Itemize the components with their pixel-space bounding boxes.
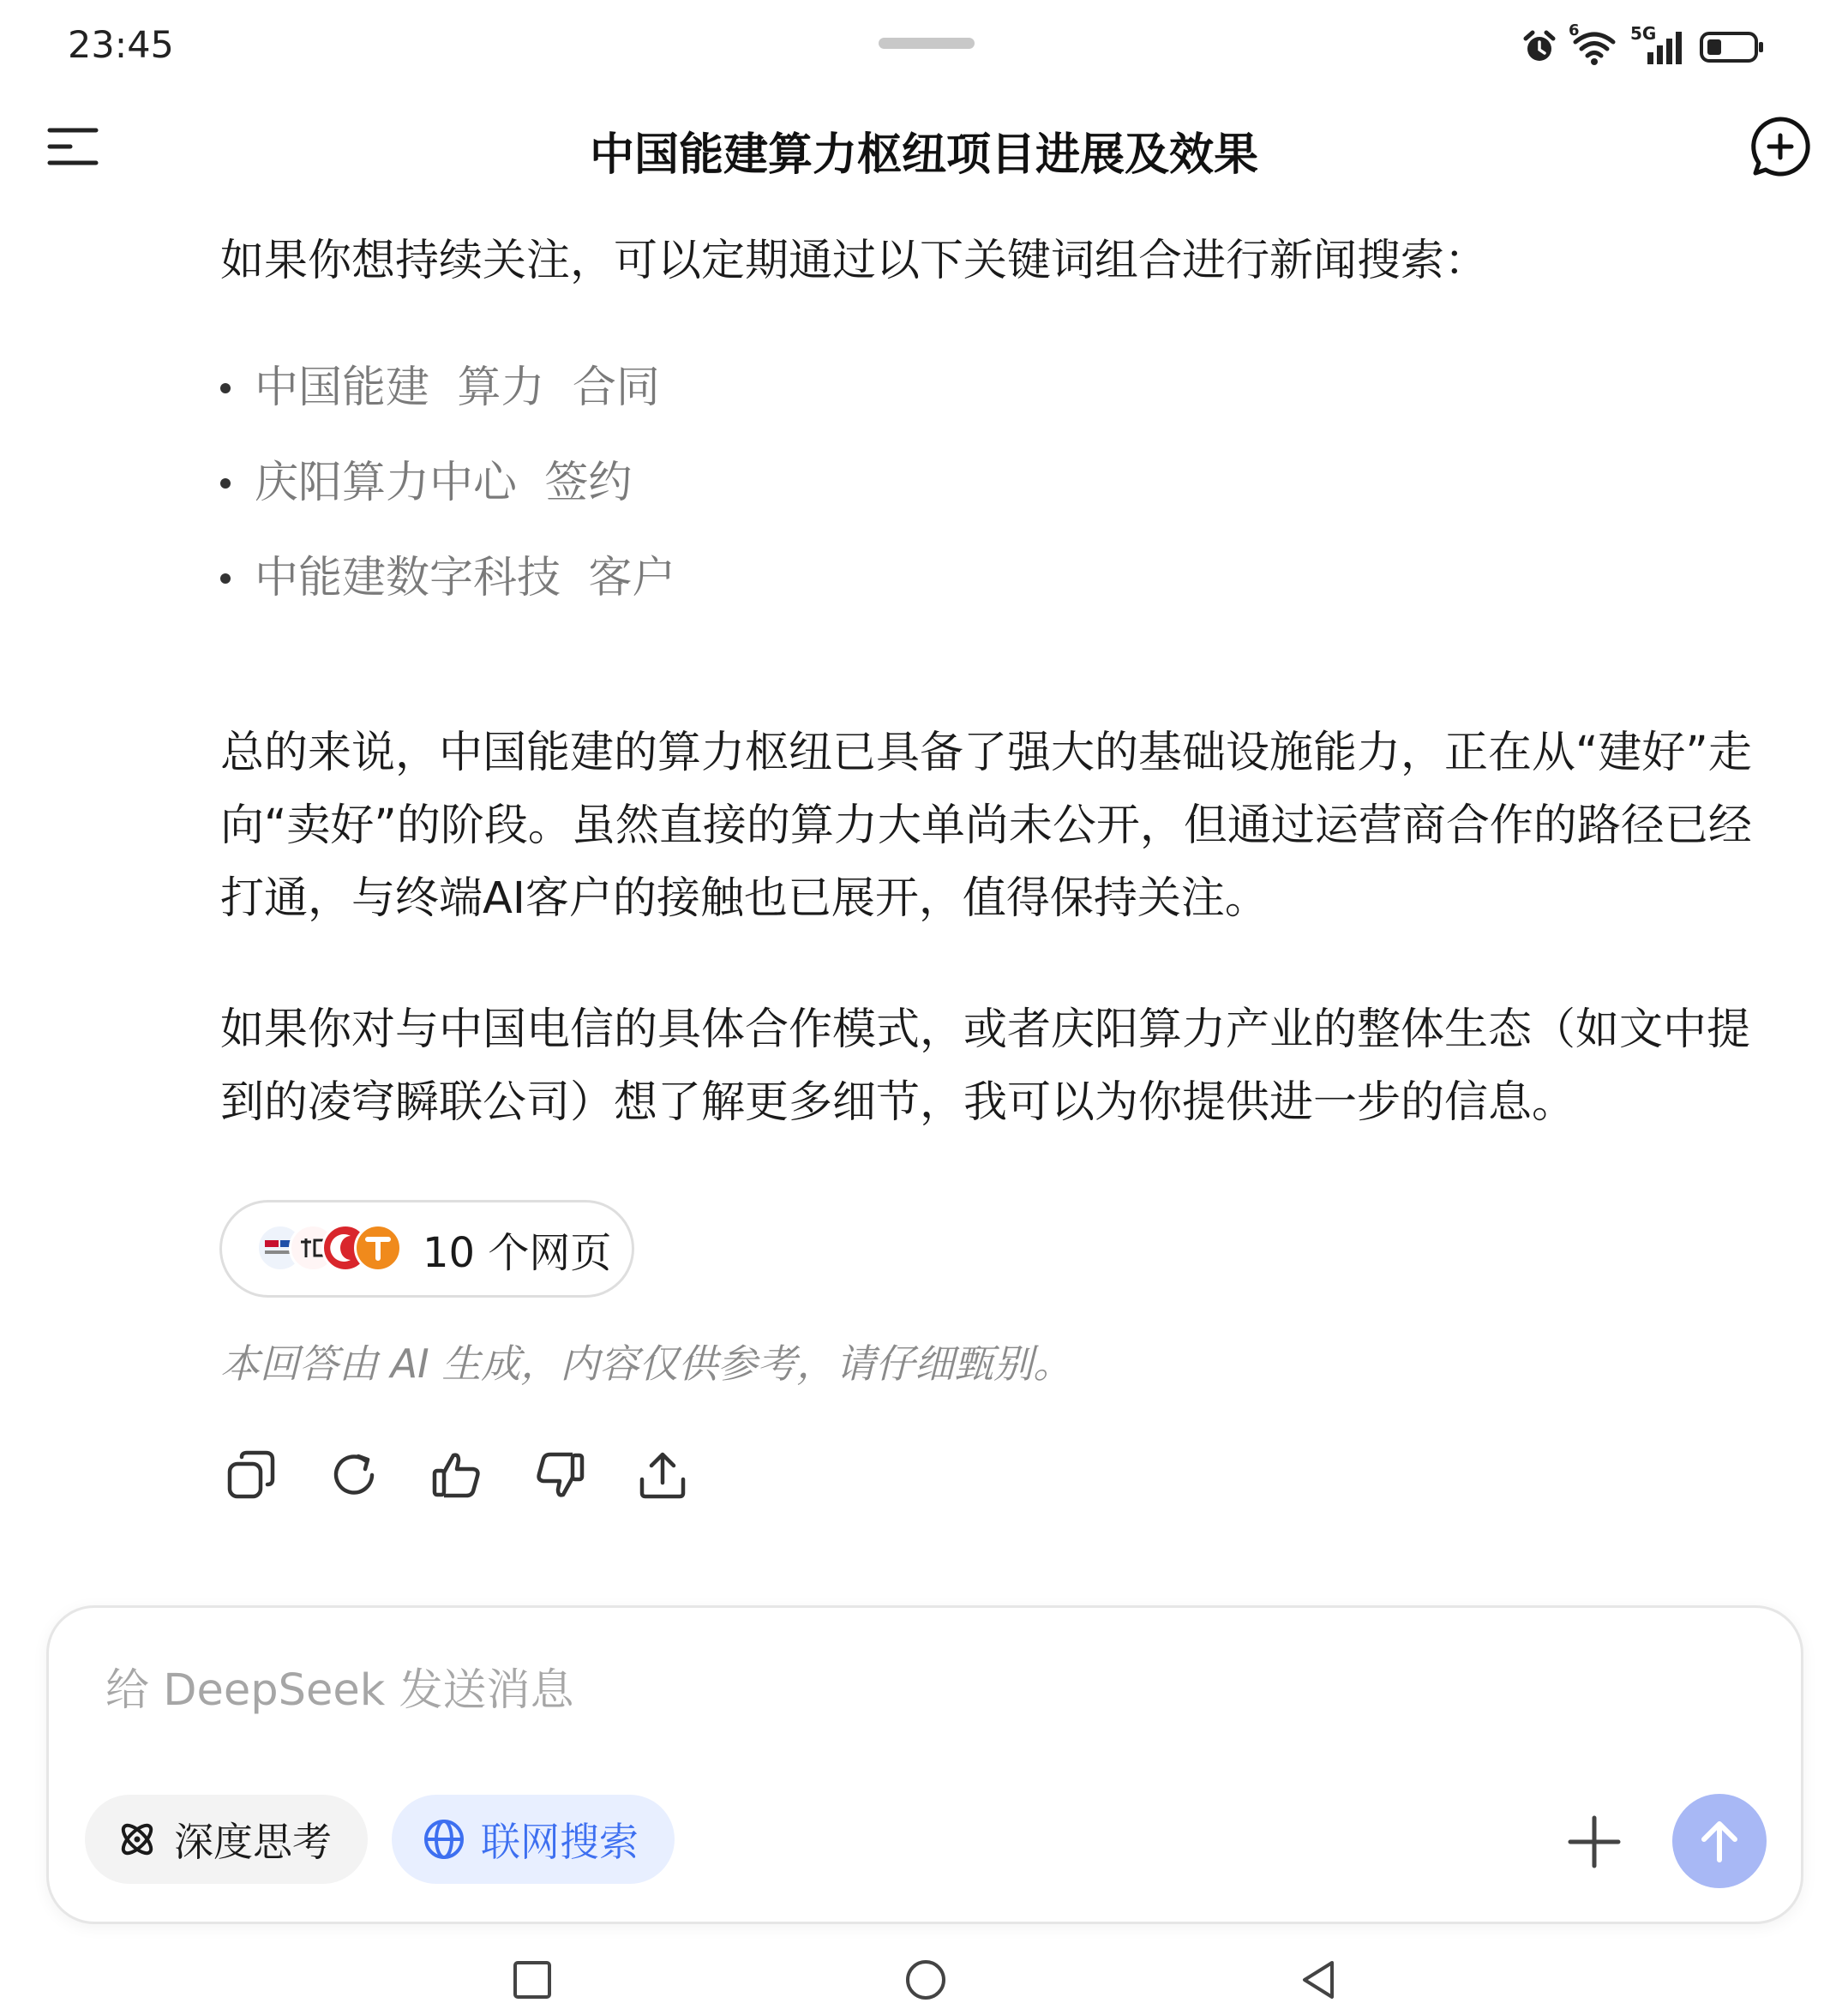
sources-label: 10 个网页 (423, 1228, 612, 1277)
list-item (220, 447, 675, 542)
status-icons (1521, 21, 1766, 69)
thumbs-down-button[interactable] (533, 1448, 586, 1502)
keyword-list (220, 351, 675, 637)
list-item (220, 542, 675, 637)
followup-paragraph: 如果你对与中国电信的具体合作模式，或者庆阳算力产业的整体生态（如文中提到的凌穹瞬联公司）想了解更多细节，我可以为你提供进一步的信息。 (220, 1004, 1751, 1128)
list-item (220, 351, 675, 447)
regenerate-icon (327, 1448, 381, 1502)
source-favicons (256, 1219, 411, 1279)
network-label: 5G (1630, 23, 1657, 44)
message-actions (225, 1448, 689, 1502)
wifi-icon (1569, 21, 1617, 66)
ai-disclaimer: 本回答由 AI 生成，内容仅供参考，请仔细甄别。 (220, 1340, 1073, 1387)
signal-icon (1630, 23, 1685, 66)
deep-think-label: 深度思考 (174, 1819, 332, 1865)
home-circle-icon (902, 1956, 950, 2004)
battery-icon (1699, 28, 1766, 66)
sources-button[interactable] (219, 1200, 634, 1298)
thumbs-up-icon (430, 1448, 483, 1502)
bullet (220, 478, 231, 489)
alarm-icon (1521, 28, 1558, 66)
send-arrow-icon (1695, 1817, 1743, 1865)
new-chat-button[interactable] (1749, 115, 1812, 178)
keyword-link[interactable]: 庆阳算力中心 签约 (255, 458, 633, 508)
globe-icon (423, 1818, 465, 1861)
copy-icon (225, 1448, 278, 1502)
share-button[interactable] (636, 1448, 689, 1502)
recents-square-icon (508, 1956, 556, 2004)
deep-think-icon (116, 1818, 159, 1861)
plus-icon (1566, 1814, 1623, 1870)
copy-button[interactable] (225, 1448, 278, 1502)
thumbs-down-icon (533, 1448, 586, 1502)
home-button[interactable] (902, 1956, 950, 2004)
recents-button[interactable] (508, 1956, 556, 2004)
keyword-link[interactable]: 中国能建 算力 合同 (255, 363, 660, 413)
web-search-toggle[interactable] (392, 1795, 675, 1884)
bullet (220, 573, 231, 584)
drag-handle[interactable] (879, 38, 975, 49)
share-icon (636, 1448, 689, 1502)
web-search-label: 联网搜索 (481, 1819, 639, 1865)
deep-think-toggle[interactable] (85, 1795, 368, 1884)
new-chat-icon (1749, 115, 1812, 178)
status-bar (0, 0, 1848, 94)
thumbs-up-button[interactable] (430, 1448, 483, 1502)
system-nav-bar (0, 1946, 1848, 2009)
message-input[interactable] (104, 1659, 1479, 1721)
send-button[interactable] (1672, 1794, 1767, 1888)
back-button[interactable] (1294, 1956, 1342, 2004)
app-header (0, 103, 1848, 189)
summary-paragraph: 总的来说，中国能建的算力枢纽已具备了强大的基础设施能力，正在从“建好”走向“卖好”的阶段。虽然直接的算力大单尚未公开，但通过运营商合作的路径已经打通，与终端AI客户的接触也已展开，值得保持关注。 (220, 728, 1752, 924)
message-composer (46, 1605, 1803, 1924)
attach-button[interactable] (1566, 1814, 1623, 1870)
back-triangle-icon (1294, 1956, 1342, 2004)
intro-paragraph: 如果你想持续关注，可以定期通过以下关键词组合进行新闻搜索： (220, 236, 1489, 286)
status-time: 23:45 (68, 24, 174, 67)
page-title: 中国能建算力枢纽项目进展及效果 (589, 129, 1258, 181)
regenerate-button[interactable] (327, 1448, 381, 1502)
source-favicon-icon (354, 1224, 402, 1272)
bullet (220, 383, 231, 393)
keyword-link[interactable]: 中能建数字科技 客户 (255, 553, 676, 603)
wifi-badge: 6 (1569, 21, 1580, 39)
